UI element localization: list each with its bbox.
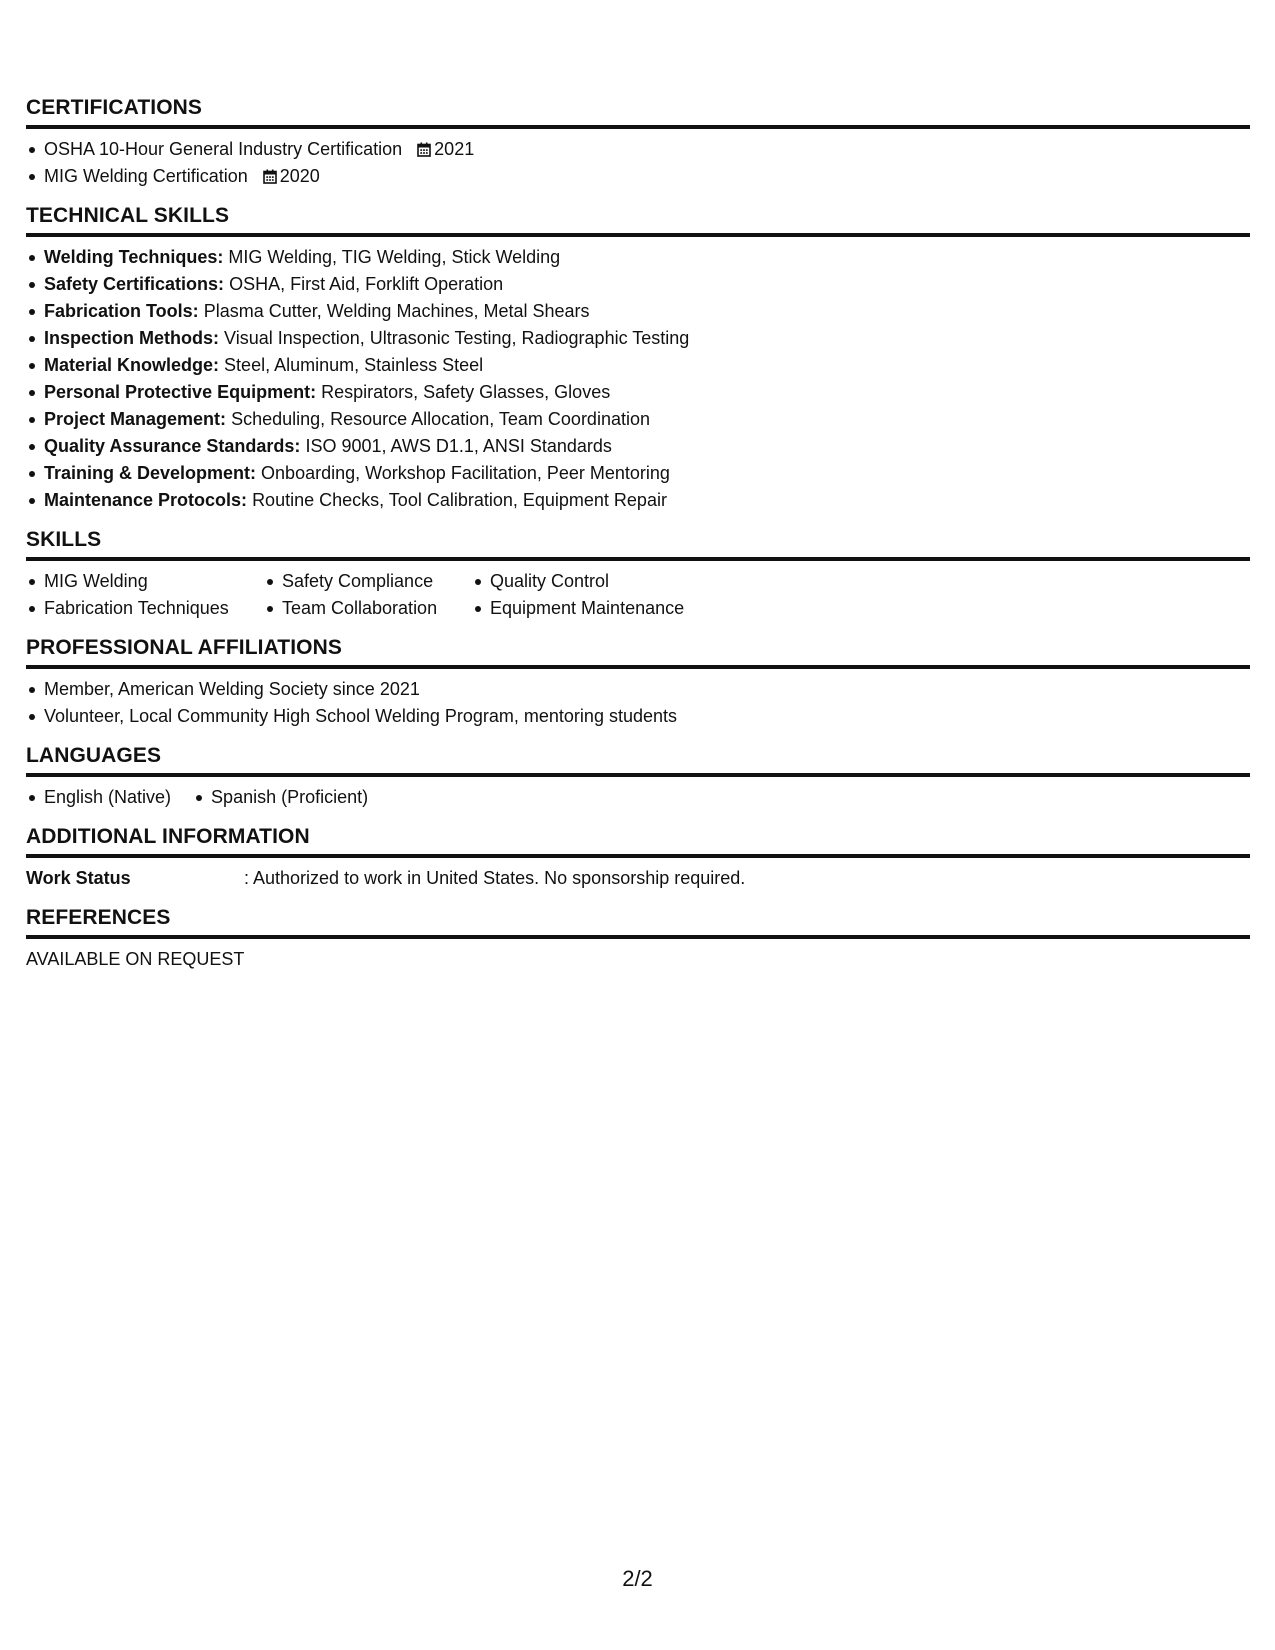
- technical-skill-item: [26, 244, 1250, 271]
- technical-skill-value: Steel, Aluminum, Stainless Steel: [224, 355, 484, 375]
- affiliations-section: [26, 636, 1250, 730]
- technical-skill-item: [26, 352, 1250, 379]
- skill-item: MIG Welding: [26, 568, 264, 595]
- certification-year: 2020: [279, 166, 320, 186]
- skill-item: Fabrication Techniques: [26, 595, 264, 622]
- work-status-row: [26, 865, 1250, 892]
- section-title-affiliations: PROFESSIONAL AFFILIATIONS: [26, 636, 1250, 669]
- technical-skill-value: Onboarding, Workshop Facilitation, Peer Mentoring: [261, 463, 670, 483]
- technical-skill-value: ISO 9001, AWS D1.1, ANSI Standards: [305, 436, 612, 456]
- section-title-references: REFERENCES: [26, 906, 1250, 939]
- certification-item: [26, 163, 1250, 190]
- technical-skill-label: Safety Certifications:: [44, 274, 225, 294]
- skill-item: Safety Compliance: [264, 568, 472, 595]
- technical-skills-list: [26, 244, 1250, 514]
- technical-skill-label: Fabrication Tools:: [44, 301, 199, 321]
- section-title-technical-skills: TECHNICAL SKILLS: [26, 204, 1250, 237]
- technical-skill-value: Respirators, Safety Glasses, Gloves: [321, 382, 611, 402]
- technical-skill-value: OSHA, First Aid, Forklift Operation: [229, 274, 504, 294]
- section-title-skills: SKILLS: [26, 528, 1250, 561]
- technical-skill-label: Material Knowledge:: [44, 355, 220, 375]
- section-title-certifications: CERTIFICATIONS: [26, 96, 1250, 129]
- certification-name: MIG Welding Certification: [44, 166, 248, 186]
- additional-info-section: [26, 825, 1250, 892]
- technical-skills-section: [26, 204, 1250, 514]
- work-status-value: : Authorized to work in United States. No sponsorship required.: [244, 868, 746, 888]
- skill-item: Equipment Maintenance: [472, 595, 712, 622]
- technical-skill-item: [26, 406, 1250, 433]
- skills-section: [26, 528, 1250, 622]
- technical-skill-label: Maintenance Protocols:: [44, 490, 248, 510]
- references-section: [26, 906, 1250, 973]
- resume-page: [26, 96, 1250, 987]
- technical-skill-label: Welding Techniques:: [44, 247, 224, 267]
- technical-skill-item: [26, 271, 1250, 298]
- calendar-icon: [263, 169, 277, 184]
- technical-skill-value: Routine Checks, Tool Calibration, Equipment Repair: [252, 490, 667, 510]
- certifications-list: [26, 136, 1250, 190]
- technical-skill-item: [26, 298, 1250, 325]
- language-item: Spanish (Proficient): [193, 784, 368, 811]
- technical-skill-item: [26, 325, 1250, 352]
- certifications-section: [26, 96, 1250, 190]
- technical-skill-item: [26, 379, 1250, 406]
- technical-skill-value: Plasma Cutter, Welding Machines, Metal Shears: [203, 301, 590, 321]
- calendar-icon: [417, 142, 431, 157]
- skills-list: [26, 568, 1250, 622]
- technical-skill-value: Visual Inspection, Ultrasonic Testing, Radiographic Testing: [224, 328, 690, 348]
- languages-list: [26, 784, 1250, 811]
- technical-skill-label: Training & Development:: [44, 463, 257, 483]
- certification-name: OSHA 10-Hour General Industry Certification: [44, 139, 403, 159]
- affiliation-item: Volunteer, Local Community High School Welding Program, mentoring students: [26, 703, 1250, 730]
- technical-skill-value: Scheduling, Resource Allocation, Team Coordination: [231, 409, 650, 429]
- skill-item: Quality Control: [472, 568, 712, 595]
- page-number: 2/2: [622, 1566, 653, 1591]
- technical-skill-label: Inspection Methods:: [44, 328, 219, 348]
- certification-item: [26, 136, 1250, 163]
- technical-skill-label: Project Management:: [44, 409, 227, 429]
- section-title-languages: LANGUAGES: [26, 744, 1250, 777]
- work-status-label: Work Status: [26, 868, 131, 888]
- references-text: AVAILABLE ON REQUEST: [26, 949, 245, 969]
- languages-section: [26, 744, 1250, 811]
- affiliation-item: Member, American Welding Society since 2021: [26, 676, 1250, 703]
- skill-item: Team Collaboration: [264, 595, 472, 622]
- technical-skill-item: [26, 433, 1250, 460]
- technical-skill-item: [26, 460, 1250, 487]
- language-item: English (Native): [26, 784, 171, 811]
- technical-skill-label: Personal Protective Equipment:: [44, 382, 317, 402]
- technical-skill-value: MIG Welding, TIG Welding, Stick Welding: [228, 247, 561, 267]
- affiliations-list: [26, 676, 1250, 730]
- technical-skill-item: [26, 487, 1250, 514]
- section-title-additional-info: ADDITIONAL INFORMATION: [26, 825, 1250, 858]
- technical-skill-label: Quality Assurance Standards:: [44, 436, 301, 456]
- certification-year: 2021: [434, 139, 475, 159]
